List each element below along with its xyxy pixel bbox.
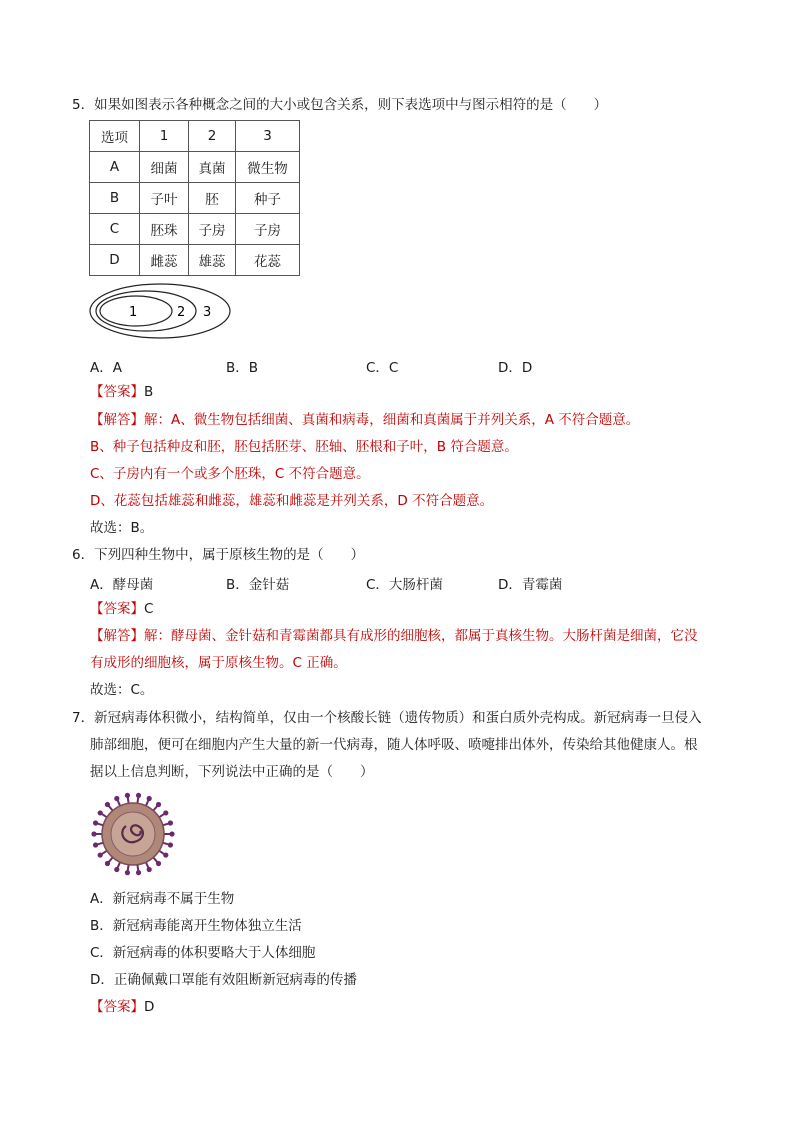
table-header-row [90, 121, 300, 152]
table-cell: 3 [236, 121, 300, 152]
table-row [90, 245, 300, 276]
q6-analysis-2: 有成形的细胞核，属于原核生物。C 正确。 [90, 655, 347, 671]
q5-option-d: D．D [498, 360, 533, 376]
virus-illustration [88, 792, 178, 876]
table-cell: 雄蕊 [189, 245, 236, 276]
virus-spike-head [147, 796, 152, 801]
q7-option-c: C．新冠病毒的体积要略大于人体细胞 [90, 945, 316, 961]
virus-spike-head [169, 831, 174, 836]
q5-answer [90, 383, 153, 401]
virus-spike-head [156, 802, 161, 807]
q5-analysis-1 [90, 411, 639, 429]
table-cell: 雌蕊 [140, 245, 189, 276]
table-cell: 胚珠 [140, 214, 189, 245]
q7-option-b: B．新冠病毒能离开生物体独立生活 [90, 918, 302, 934]
table-cell: 种子 [236, 183, 300, 214]
table-row [90, 183, 300, 214]
analysis-tag: 【解答】 [90, 412, 144, 428]
table-cell: 1 [140, 121, 189, 152]
q6-option-b: B．金针菇 [226, 577, 290, 593]
q6-stem: 6．下列四种生物中，属于原核生物的是（ ） [72, 547, 365, 563]
diagram-label-2: 2 [177, 305, 186, 320]
q7-stem-1: 7．新冠病毒体积微小，结构简单，仅由一个核酸长链（遗传物质）和蛋白质外壳构成。新冠病毒一旦侵入 [72, 710, 702, 726]
q6-option-a: A．酵母菌 [90, 577, 154, 593]
table-cell: A [90, 152, 140, 183]
virus-spike-head [114, 796, 119, 801]
table-cell: 子房 [189, 214, 236, 245]
table-cell: 花蕊 [236, 245, 300, 276]
virus-spike-head [156, 861, 161, 866]
q7-stem-3: 据以上信息判断，下列说法中正确的是（ ） [90, 764, 374, 780]
table-cell: 微生物 [236, 152, 300, 183]
q5-option-a: A．A [90, 360, 122, 376]
q5-stem: 5．如果如图表示各种概念之间的大小或包含关系，则下表选项中与图示相符的是（ ） [72, 97, 608, 113]
analysis-tag: 【解答】 [90, 628, 144, 644]
answer-value: D [144, 999, 155, 1015]
q5-option-b: B．B [226, 360, 259, 376]
table-cell: 子叶 [140, 183, 189, 214]
q5-options-table [89, 120, 300, 276]
q6-option-d: D．青霉菌 [498, 577, 563, 593]
q5-analysis-3: C、子房内有一个或多个胚珠，C 不符合题意。 [90, 466, 370, 482]
answer-value: C [144, 601, 154, 617]
table-cell: B [90, 183, 140, 214]
virus-spike-head [98, 852, 103, 857]
virus-spike-head [168, 842, 173, 847]
nested-ellipse-diagram [88, 282, 236, 340]
q7-option-d: D．正确佩戴口罩能有效阻断新冠病毒的传播 [90, 972, 357, 988]
virus-spike-head [105, 802, 110, 807]
virus-spike-head [163, 852, 168, 857]
virus-spike-head [163, 810, 168, 815]
q5-analysis-2: B、种子包括种皮和胚，胚包括胚芽、胚轴、胚根和子叶，B 符合题意。 [90, 439, 518, 455]
answer-tag: 【答案】 [90, 999, 144, 1015]
table-cell: 真菌 [189, 152, 236, 183]
q7-answer [90, 998, 154, 1016]
virus-spike-head [136, 793, 141, 798]
q7-option-a: A．新冠病毒不属于生物 [90, 891, 235, 907]
answer-tag: 【答案】 [90, 601, 144, 617]
analysis-text: 解：A、微生物包括细菌、真菌和病毒，细菌和真菌属于并列关系，A 不符合题意。 [144, 412, 640, 428]
table-cell: C [90, 214, 140, 245]
virus-spike-head [114, 867, 119, 872]
virus-spike-head [136, 870, 141, 875]
virus-spike-head [91, 831, 96, 836]
table-cell: D [90, 245, 140, 276]
q6-option-c: C．大肠杆菌 [366, 577, 443, 593]
diagram-label-3: 3 [203, 305, 212, 320]
analysis-text: 解：酵母菌、金针菇和青霉菌都具有成形的细胞核，都属于真核生物。大肠杆菌是细菌，它没 [144, 628, 698, 644]
q5-analysis-4: D、花蕊包括雄蕊和雌蕊，雄蕊和雌蕊是并列关系，D 不符合题意。 [90, 493, 494, 509]
virus-spike-head [105, 861, 110, 866]
virus-spike-head [93, 820, 98, 825]
table-cell: 选项 [90, 121, 140, 152]
q6-conclusion: 故选：C。 [90, 682, 154, 698]
table-cell: 子房 [236, 214, 300, 245]
virus-spike-head [125, 793, 130, 798]
virus-spike-head [147, 867, 152, 872]
q6-analysis-1 [90, 627, 698, 645]
table-row [90, 152, 300, 183]
q6-answer [90, 600, 153, 618]
table-cell: 细菌 [140, 152, 189, 183]
q7-stem-2: 肺部细胞，便可在细胞内产生大量的新一代病毒，随人体呼吸、喷嚏排出体外，传染给其他健康人。根 [90, 737, 698, 753]
virus-spike-head [125, 870, 130, 875]
table-cell: 胚 [189, 183, 236, 214]
virus-spike-head [93, 842, 98, 847]
table-row [90, 214, 300, 245]
virus-spike-head [168, 820, 173, 825]
q5-option-c: C．C [366, 360, 399, 376]
diagram-label-1: 1 [129, 305, 138, 320]
answer-value: B [144, 384, 154, 400]
q5-conclusion: 故选：B。 [90, 520, 154, 536]
virus-spike-head [98, 810, 103, 815]
table-cell: 2 [189, 121, 236, 152]
answer-tag: 【答案】 [90, 384, 144, 400]
